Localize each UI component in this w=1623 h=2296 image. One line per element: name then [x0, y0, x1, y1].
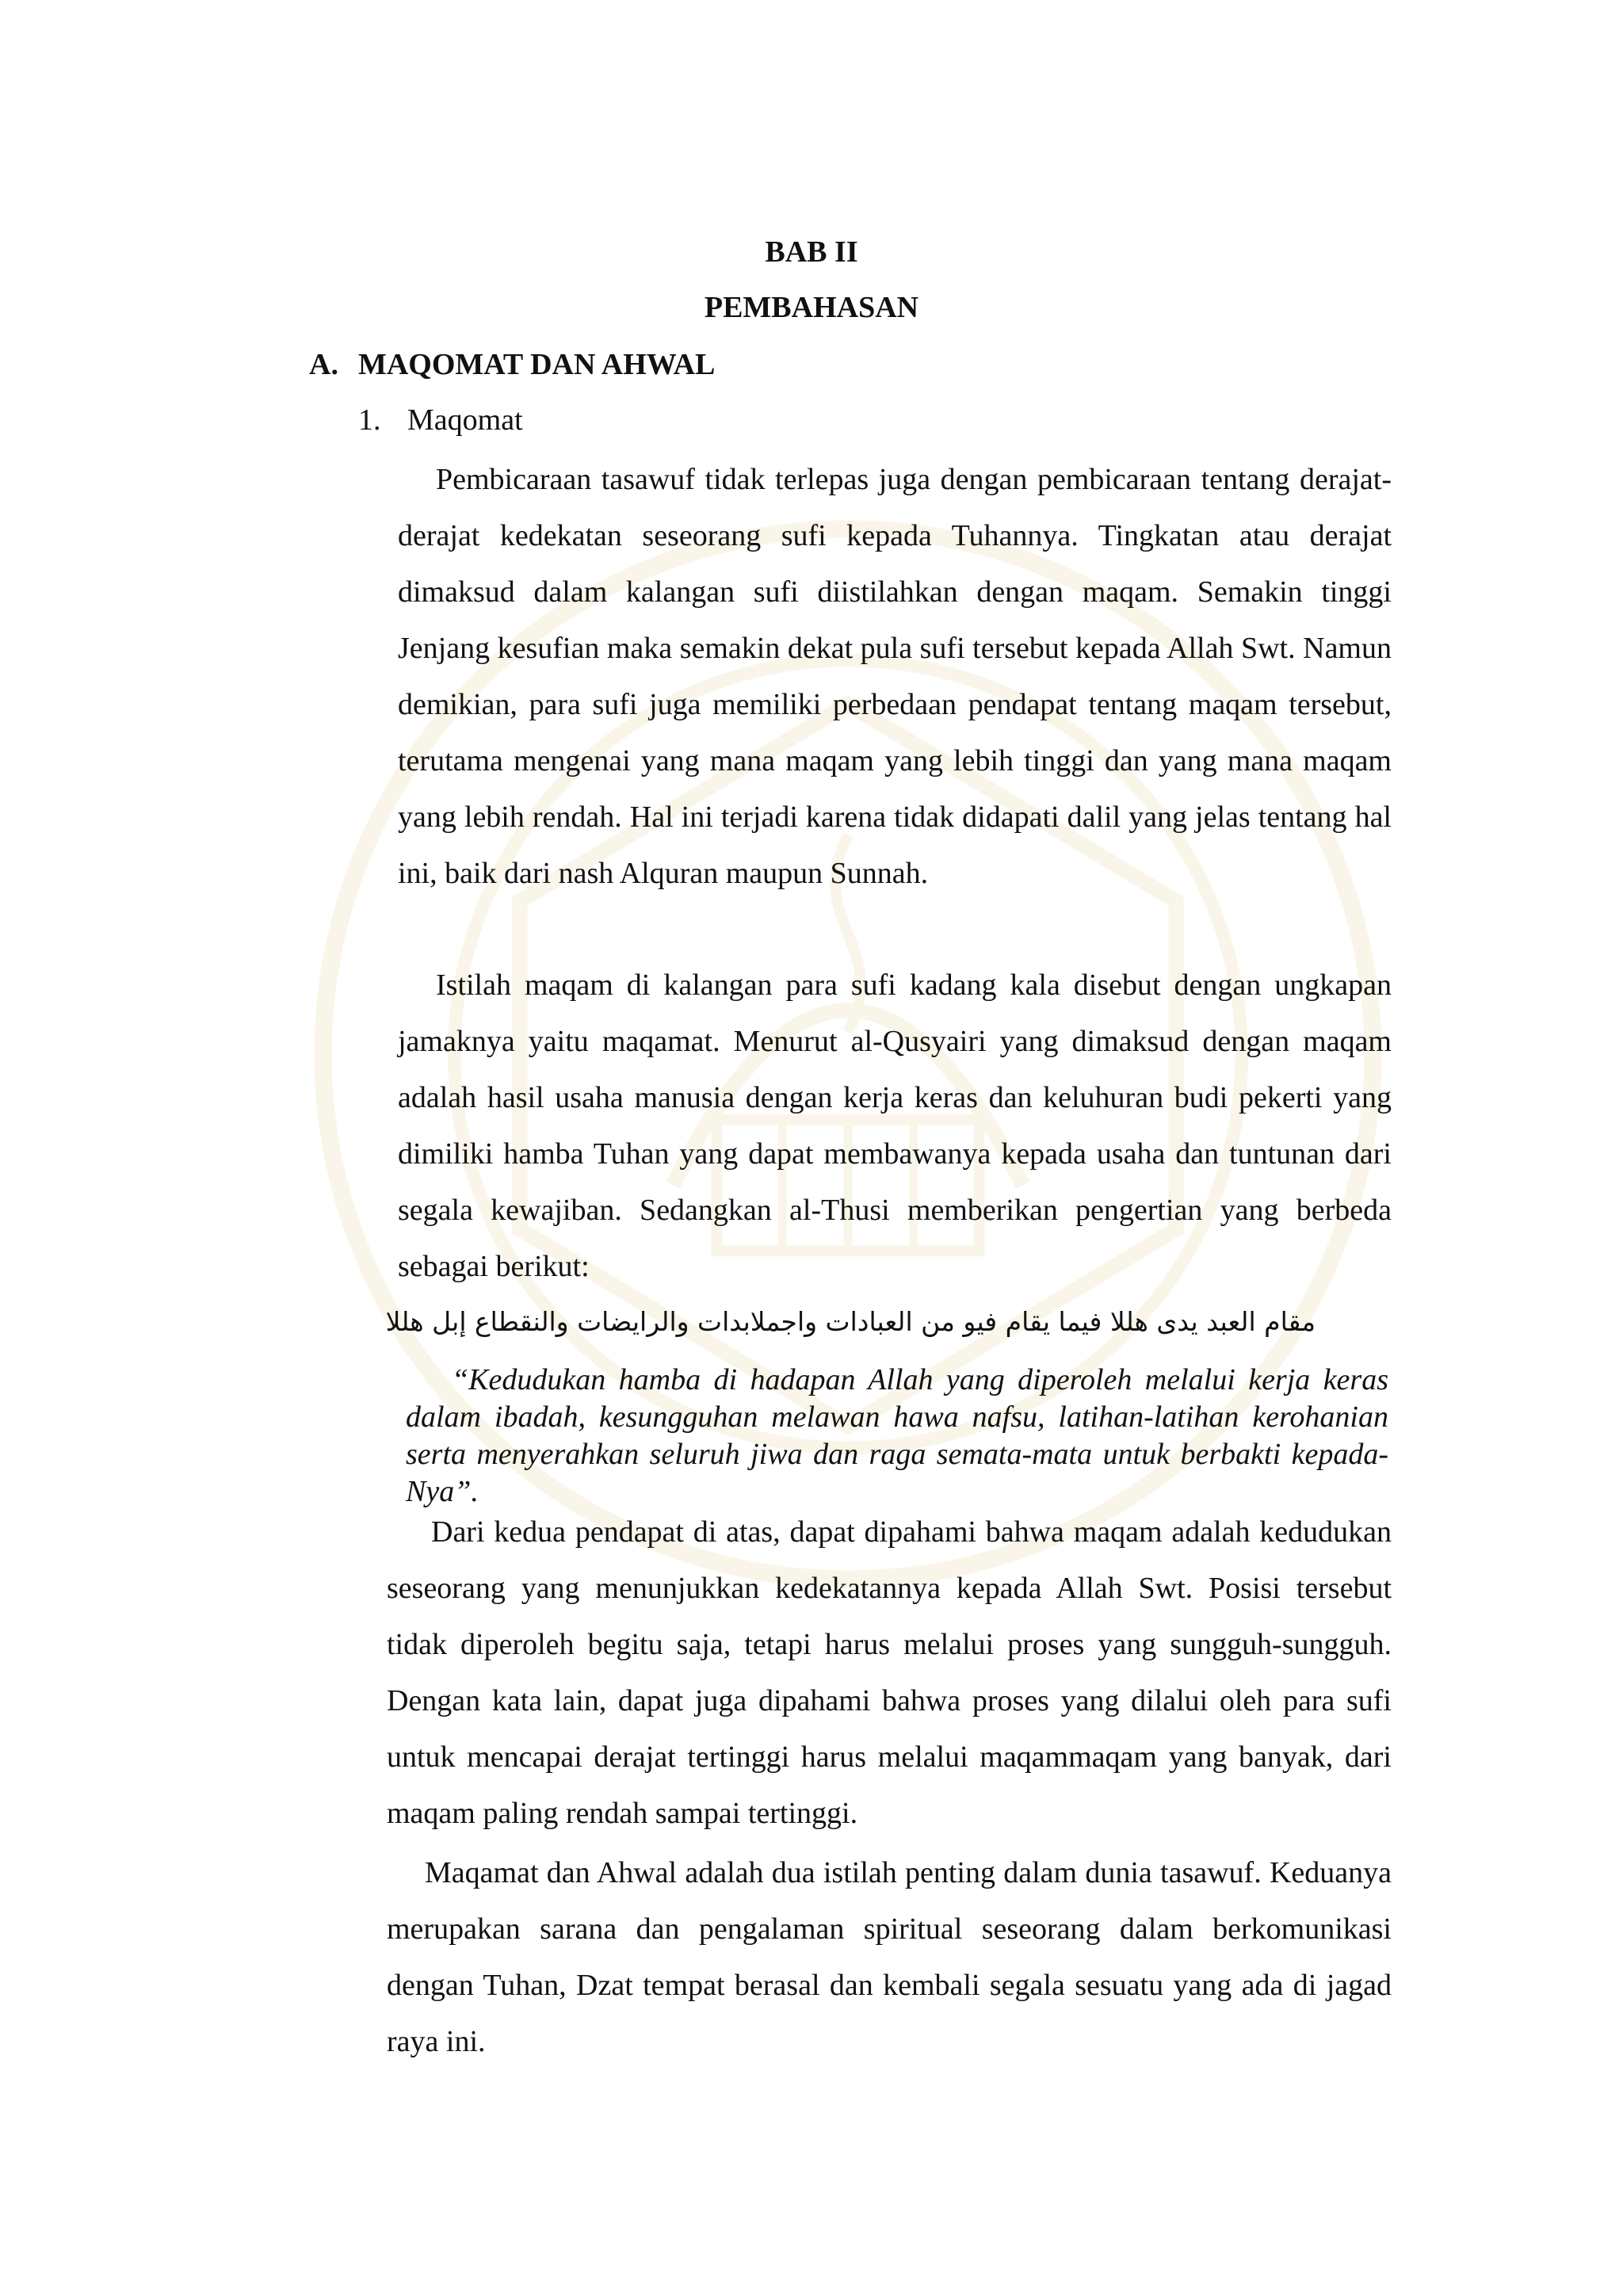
arabic-quotation: مقام العبد يدى هللا فيما يقام فيو من العبادات واجملابدات والرايضات والنقطاع إبل هللا — [385, 1306, 1316, 1337]
subsection-number: 1. — [358, 403, 381, 437]
section-number: A. — [309, 348, 338, 381]
translation-quote: “Kedudukan hamba di hadapan Allah yang diperoleh melalui kerja keras dalam ibadah, kesungguhan melawan hawa nafsu, latihan-latihan kerohanian serta menyerahkan seluruh jiwa dan raga semata-mata untuk berbakti kepada-Nya”. — [406, 1363, 1388, 1508]
subsection-title: Maqomat — [407, 403, 523, 437]
paragraph-1: Pembicaraan tasawuf tidak terlepas juga dengan pembicaraan tentang derajat-derajat kedekatan seseorang sufi kepada Tuhannya. Tingkatan atau derajat dimaksud dalam kalangan sufi diistilahkan dengan maqam. Semakin tinggi Jenjang kesufian maka semakin dekat pula sufi tersebut kepada Allah Swt. Namun demikian, para sufi juga memiliki perbedaan pendapat tentang maqam tersebut, terutama mengenai yang mana maqam yang lebih tinggi dan yang mana maqam yang lebih rendah. Hal ini terjadi karena tidak didapati dalil yang jelas tentang hal ini, baik dari nash Alquran maupun Sunnah. — [398, 463, 1392, 890]
section-heading — [309, 347, 715, 382]
paragraph-2: Istilah maqam di kalangan para sufi kadang kala disebut dengan ungkapan jamaknya yaitu maqamat. Menurut al-Qusyairi yang dimaksud dengan maqam adalah hasil usaha manusia dengan kerja keras dan keluhuran budi pekerti yang dimiliki hamba Tuhan yang dapat membawanya kepada usaha dan tuntunan dari segala kewajiban. Sedangkan al-Thusi memberikan pengertian yang berbeda sebagai berikut: — [398, 968, 1392, 1283]
section-title: MAQOMAT DAN AHWAL — [358, 348, 716, 381]
chapter-title: PEMBAHASAN — [704, 291, 919, 324]
subsection-heading — [358, 403, 523, 437]
paragraph-3: Dari kedua pendapat di atas, dapat dipahami bahwa maqam adalah kedudukan seseorang yang menunjukkan kedekatannya kepada Allah Swt. Posisi tersebut tidak diperoleh begitu saja, tetapi harus melalui proses yang sungguh-sungguh. Dengan kata lain, dapat juga dipahami bahwa proses yang dilalui oleh para sufi untuk mencapai derajat tertinggi harus melalui maqammaqam yang banyak, dari maqam paling rendah sampai tertinggi. — [387, 1515, 1392, 1830]
paragraph-4: Maqamat dan Ahwal adalah dua istilah penting dalam dunia tasawuf. Keduanya merupakan sarana dan pengalaman spiritual seseorang dalam berkomunikasi dengan Tuhan, Dzat tempat berasal dan kembali segala sesuatu yang ada di jagad raya ini. — [387, 1856, 1392, 2058]
chapter-number: BAB II — [765, 235, 858, 269]
